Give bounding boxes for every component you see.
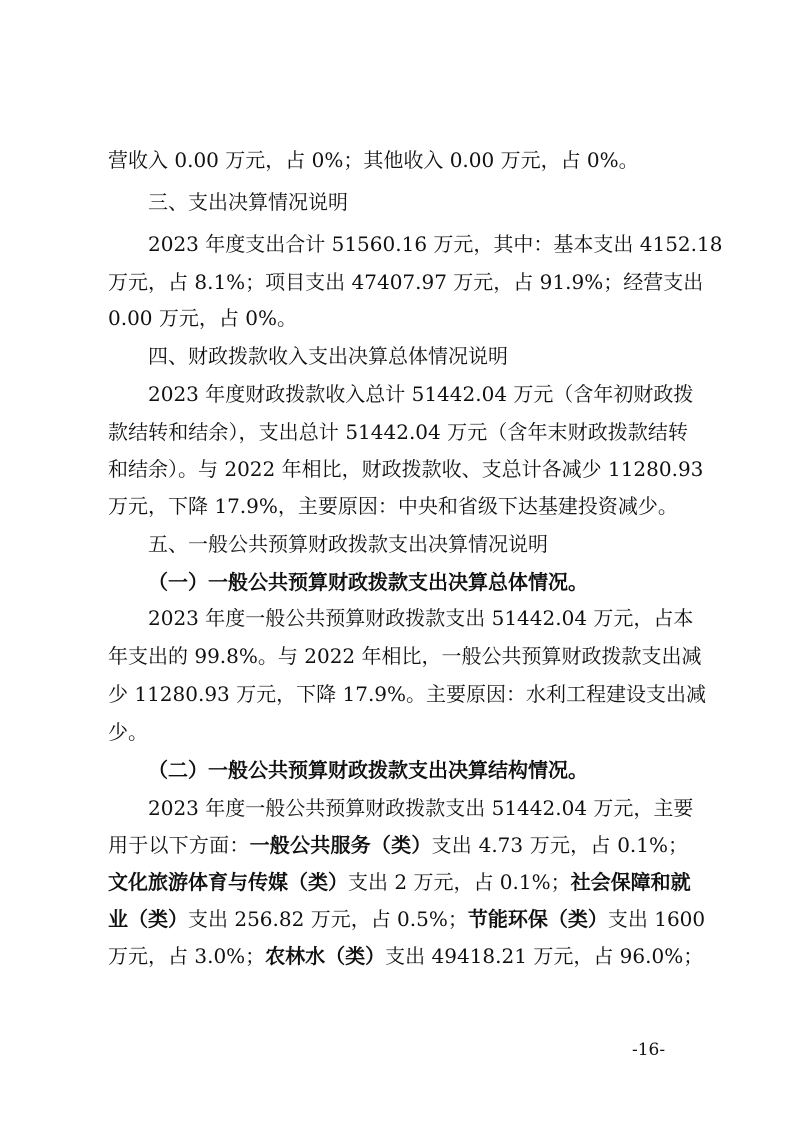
text-line: 营收入 0.00 万元，占 0%；其他收入 0.00 万元，占 0%。 — [108, 148, 639, 172]
text-line: 年支出的 99.8%。与 2022 年相比，一般公共预算财政拨款支出减 — [108, 644, 702, 668]
category-label: 文化旅游体育与传媒（类） — [108, 870, 348, 894]
category-label: 节能环保（类） — [467, 907, 608, 931]
text-line — [108, 944, 704, 968]
text-line: 少 11280.93 万元，下降 17.9%。主要原因：水利工程建设支出减 — [108, 682, 707, 706]
sub-heading: （一）一般公共预算财政拨款支出决算总体情况。 — [148, 570, 588, 594]
text-span: 万元，占 3.0%； — [108, 944, 266, 968]
category-label: 社会保障和就 — [570, 870, 691, 894]
category-label: 农林水（类） — [265, 944, 386, 968]
page-number: -16- — [632, 1040, 666, 1060]
text-line: 0.00 万元，占 0%。 — [108, 306, 297, 330]
text-line: 2023 年度一般公共预算财政拨款支出 51442.04 万元，主要 — [148, 796, 694, 820]
text-line: 万元，占 8.1%；项目支出 47407.97 万元，占 91.9%；经营支出 — [108, 270, 704, 294]
section-heading: 三、支出决算情况说明 — [148, 190, 348, 214]
text-line: 2023 年度一般公共预算财政拨款支出 51442.04 万元，占本 — [148, 606, 694, 630]
text-line: 万元，下降 17.9%，主要原因：中央和省级下达基建投资减少。 — [108, 494, 678, 518]
category-label: 一般公共服务（类） — [249, 833, 432, 857]
text-line: 2023 年度支出合计 51560.16 万元，其中：基本支出 4152.18 — [148, 232, 723, 256]
sub-heading: （二）一般公共预算财政拨款支出决算结构情况。 — [148, 758, 588, 782]
text-line — [108, 907, 706, 931]
section-heading: 五、一般公共预算财政拨款支出决算情况说明 — [148, 532, 548, 556]
text-span: 用于以下方面： — [108, 833, 250, 857]
text-span: 支出 256.82 万元，占 0.5%； — [188, 907, 468, 931]
text-line: 少。 — [108, 720, 148, 744]
text-line — [108, 833, 688, 857]
text-span: 支出 4.73 万元，占 0.1%； — [431, 833, 689, 857]
text-line: 款结转和结余），支出总计 51442.04 万元（含年末财政拨款结转 — [108, 420, 688, 444]
text-line — [108, 870, 691, 894]
text-span: 支出 49418.21 万元，占 96.0%； — [385, 944, 704, 968]
category-label: 业（类） — [108, 907, 188, 931]
text-line: 2023 年度财政拨款收入总计 51442.04 万元（含年初财政拨 — [148, 382, 694, 406]
text-span: 支出 2 万元，占 0.1%； — [348, 870, 571, 894]
section-heading: 四、财政拨款收入支出决算总体情况说明 — [148, 344, 508, 368]
text-line: 和结余）。与 2022 年相比，财政拨款收、支总计各减少 11280.93 — [108, 457, 704, 481]
text-span: 支出 1600 — [607, 907, 706, 931]
